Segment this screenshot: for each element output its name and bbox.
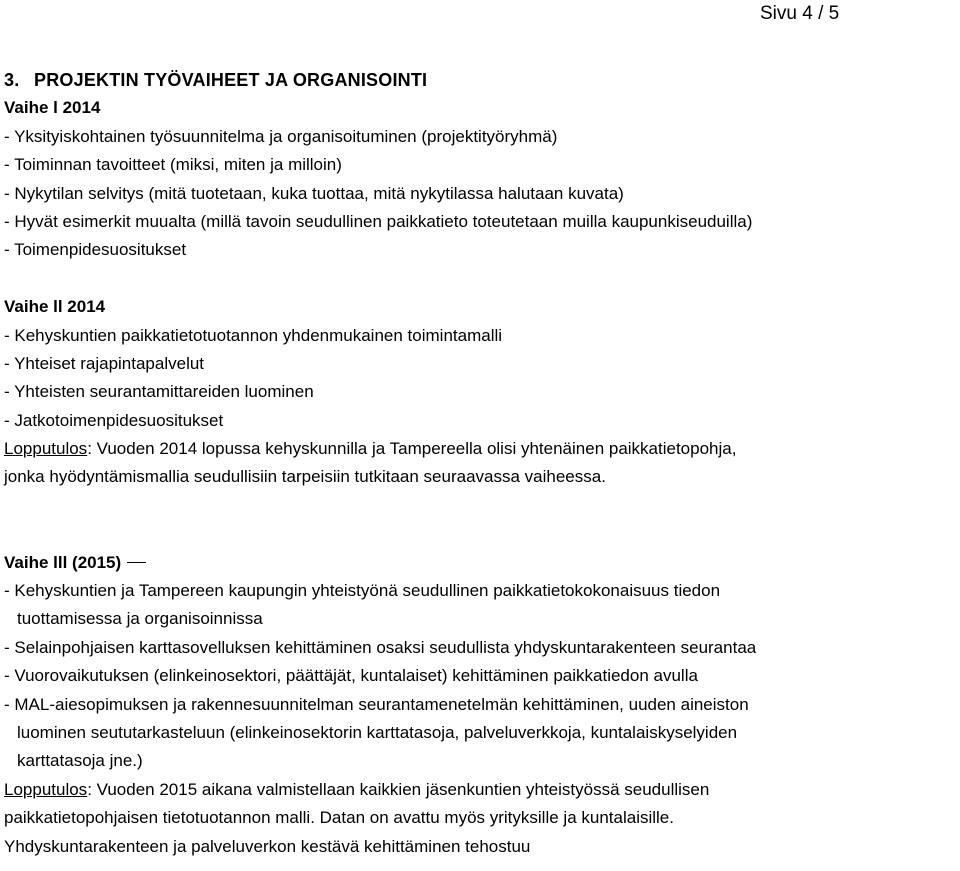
section-title: PROJEKTIN TYÖVAIHEET JA ORGANISOINTI [34,70,428,90]
spacer [4,520,958,548]
phase3-item-continuation: karttatasoja jne.) [17,751,143,771]
page-number: Sivu 4 / 5 [760,3,840,24]
phase2-item: - Yhteisten seurantamittareiden luominen [4,382,314,402]
phase3-result [4,776,958,804]
phase3-result-continuation: Yhdyskuntarakenteen ja palveluverkon kestävä kehittäminen tehostuu [4,836,531,856]
phase1-item: - Yksityiskohtainen työsuunnitelma ja organisoituminen (projektityöryhmä) [4,126,558,146]
phase3-item: - MAL-aiesopimuksen ja rakennesuunnitelman seurantamenetelmän kehittäminen, uuden aineiston [4,694,749,714]
title-dash [127,562,146,563]
phase2-item: - Yhteiset rajapintapalvelut [4,353,205,373]
phase3-item-continuation: luominen seututarkasteluun (elinkeinosektorin karttatasoja, palveluverkkoja, kuntalaiskyselyiden [17,722,738,742]
result-text: : Vuoden 2014 lopussa kehyskunnilla ja Tampereella olisi yhtenäinen paikkatietopohja, [87,439,737,459]
spacer [4,265,958,293]
phase2-item: - Jatkotoimenpidesuositukset [4,410,224,430]
phase3-item-continuation: tuottamisessa ja organisoinnissa [17,609,263,629]
phase3-title: Vaihe lll (2015) [4,552,122,572]
phase2-item: - Kehyskuntien paikkatietotuotannon yhdenmukainen toimintamalli [4,325,503,345]
result-label: Lopputulos [4,439,88,459]
phase2-title: Vaihe ll 2014 [4,297,106,317]
phase1-item: - Hyvät esimerkit muualta (millä tavoin seudullinen paikkatieto toteutetaan muilla kaupunkiseuduilla) [4,211,753,231]
spacer [4,492,958,520]
phase3-item: - Vuorovaikutuksen (elinkeinosektori, päättäjät, kuntalaiset) kehittäminen paikkatiedon avulla [4,666,698,686]
phase3-item: - Kehyskuntien ja Tampereen kaupungin yhteistyönä seudullinen paikkatietokokonaisuus tiedon [4,581,721,601]
result-label: Lopputulos [4,779,88,799]
document-body [4,66,958,861]
phase1-item: - Nykytilan selvitys (mitä tuotetaan, kuka tuottaa, mitä nykytilassa halutaan kuvata) [4,183,624,203]
result-text: : Vuoden 2015 aikana valmistellaan kaikkien jäsenkuntien yhteistyössä seudullisen [87,779,710,799]
section-heading [4,66,958,94]
phase3-heading [4,549,958,577]
phase3-result-continuation: paikkatietopohjaisen tietotuotannon malli. Datan on avattu myös yrityksille ja kuntalaisille. [4,808,674,828]
phase2-result [4,435,958,463]
phase1-item: - Toiminnan tavoitteet (miksi, miten ja milloin) [4,155,342,175]
section-number: 3. [4,70,20,90]
phase3-item: - Selainpohjaisen karttasovelluksen kehittäminen osaksi seudullista yhdyskuntarakenteen seurantaa [4,637,757,657]
phase2-result-continuation: jonka hyödyntämismallia seudullisiin tarpeisiin tutkitaan seuraavassa vaiheessa. [4,467,606,487]
phase1-title: Vaihe l 2014 [4,98,101,118]
phase1-item: - Toimenpidesuositukset [4,240,187,260]
